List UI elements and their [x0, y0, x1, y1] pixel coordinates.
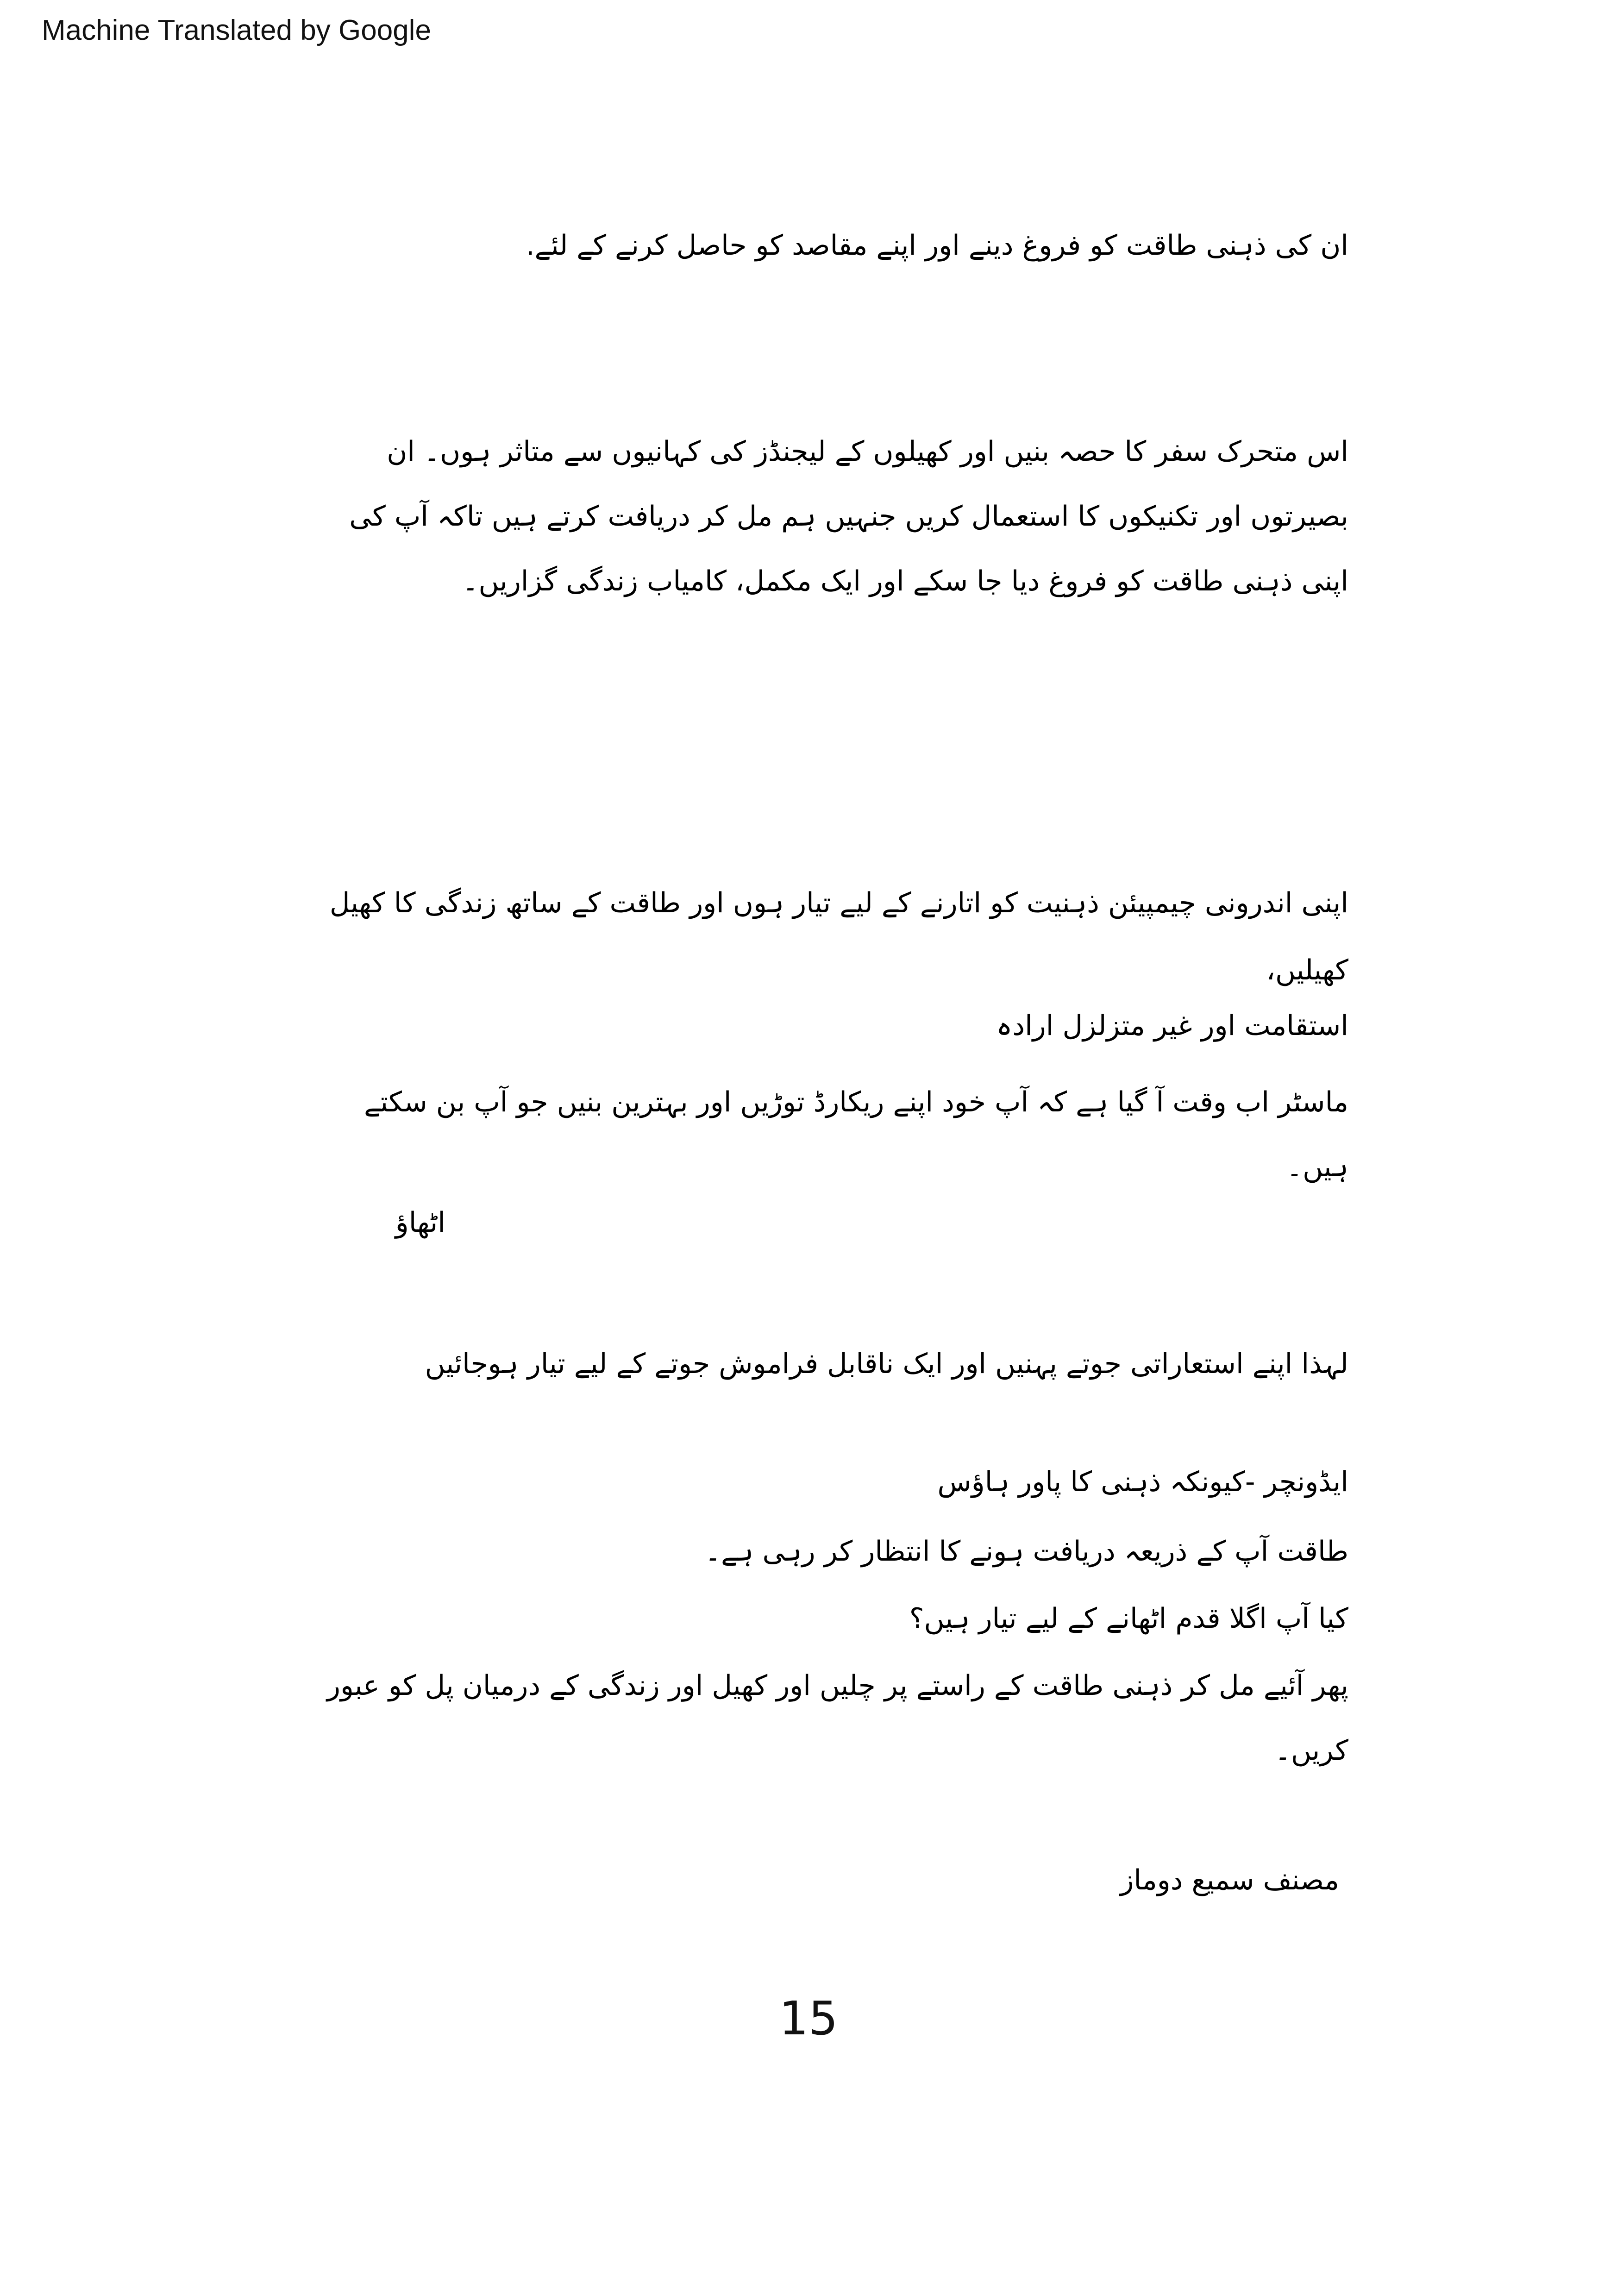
paragraph-5-line-1: ایڈونچر -کیونکہ ذہنی کا پاور ہاؤس	[937, 1466, 1348, 1498]
paragraph-3-line-5: ہیں۔	[1286, 1151, 1348, 1183]
paragraph-5-line-5: کریں۔	[1274, 1734, 1348, 1767]
paragraph-5-line-4: پھر آئیے مل کر ذہنی طاقت کے راستے پر چلیں اور کھیل اور زندگی کے درمیان پل کو عبور	[326, 1669, 1348, 1702]
paragraph-4-line-1: لہذا اپنے استعاراتی جوتے پہنیں اور ایک ناقابل فراموش جوتے کے لیے تیار ہوجائیں	[425, 1348, 1348, 1380]
machine-translation-watermark: Machine Translated by Google	[42, 14, 431, 46]
paragraph-2-line-2: بصیرتوں اور تکنیکوں کا استعمال کریں جنہیں ہم مل کر دریافت کرتے ہیں تاکہ آپ کی	[349, 500, 1348, 533]
paragraph-3-line-2: کھیلیں،	[1266, 954, 1348, 986]
paragraph-3-line-3: استقامت اور غیر متزلزل ارادہ	[996, 1010, 1348, 1042]
paragraph-3-line-4: ماسٹر اب وقت آ گیا ہے کہ آپ خود اپنے ریکارڈ توڑیں اور بہترین بنیں جو آپ بن سکتے	[364, 1086, 1348, 1118]
paragraph-1-line-1: ان کی ذہنی طاقت کو فروغ دینے اور اپنے مقاصد کو حاصل کرنے کے لئے.	[526, 229, 1348, 262]
author-signature: مصنف سمیع دوماز	[1120, 1864, 1339, 1896]
paragraph-3-line-1: اپنی اندرونی چیمپیئن ذہنیت کو اتارنے کے لیے تیار ہوں اور طاقت کے ساتھ زندگی کا کھیل	[329, 887, 1348, 919]
page-number: 15	[779, 1991, 838, 2045]
paragraph-3-line-6: اٹھاؤ	[395, 1206, 445, 1239]
paragraph-2-line-1: اس متحرک سفر کا حصہ بنیں اور کھیلوں کے لیجنڈز کی کہانیوں سے متاثر ہوں۔ ان	[387, 435, 1348, 468]
paragraph-5-line-3: کیا آپ اگلا قدم اٹھانے کے لیے تیار ہیں؟	[909, 1602, 1348, 1635]
paragraph-2-line-3: اپنی ذہنی طاقت کو فروغ دیا جا سکے اور ایک مکمل، کامیاب زندگی گزاریں۔	[462, 565, 1348, 597]
paragraph-5-line-2: طاقت آپ کے ذریعہ دریافت ہونے کا انتظار کر رہی ہے۔	[704, 1535, 1348, 1568]
